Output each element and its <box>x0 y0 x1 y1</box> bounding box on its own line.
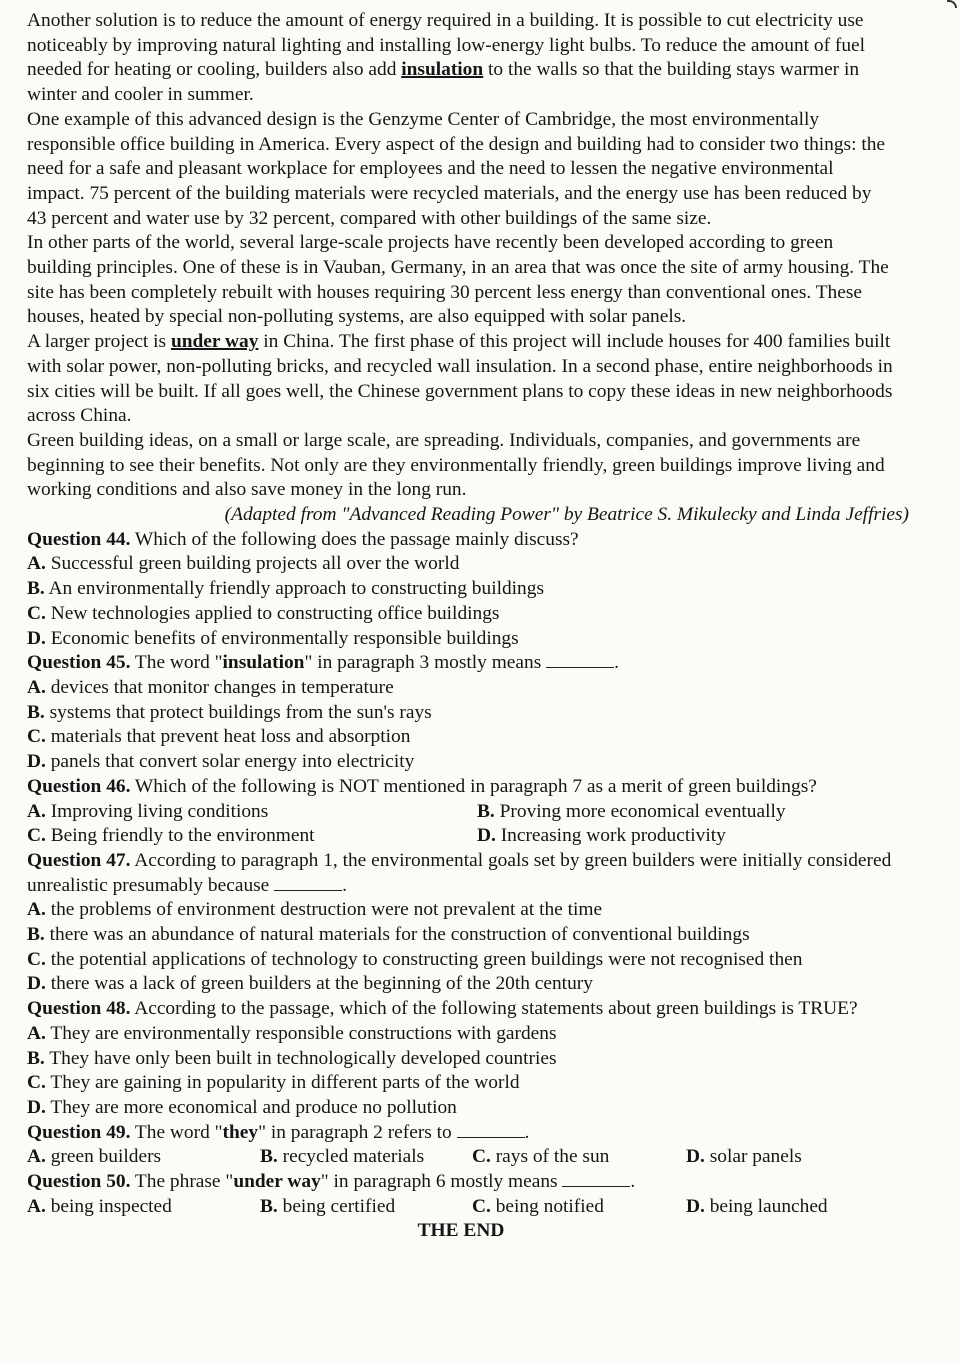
option-text: solar panels <box>704 1146 802 1168</box>
option-text: New technologies applied to constructing office buildings <box>45 602 500 624</box>
question-49-label: Question 49. <box>27 1121 131 1143</box>
option-letter: A. <box>27 676 46 698</box>
option-text: green builders <box>45 1146 162 1168</box>
option-letter: C. <box>27 825 46 847</box>
option-letter: D. <box>27 627 46 649</box>
question-44-label: Question 44. <box>27 528 131 550</box>
question-45: Question 45. The word "insulation" in paragraph 3 mostly means . <box>27 652 619 674</box>
option-letter: B. <box>27 701 45 723</box>
option-text: materials that prevent heat loss and absorption <box>45 726 411 748</box>
option-text: the problems of environment destruction were not prevalent at the time <box>45 899 603 921</box>
option-letter: A. <box>27 800 46 822</box>
question-48-option-a[interactable] <box>27 1022 895 1047</box>
question-49-options-row <box>27 1145 895 1170</box>
option-text: being certified <box>277 1195 396 1217</box>
option-letter: B. <box>477 800 495 822</box>
question-50-option-b[interactable] <box>260 1195 472 1220</box>
question-47-label: Question 47. <box>27 849 131 871</box>
option-text: Improving living conditions <box>45 800 269 822</box>
paragraph-1-text-a: Another solution is to reduce the amount of energy required in a building. It is possible to cut electricity use noticeably by improving natural lighting and installing low-energy light bulbs. To reduce the amount of fuel needed for heating or cooling, builders also add <box>27 10 866 81</box>
paragraph-4-text-a: A larger project is <box>27 331 171 353</box>
option-letter: D. <box>27 973 46 995</box>
option-letter: C. <box>27 948 46 970</box>
option-letter: A. <box>27 899 46 921</box>
end-label: THE END <box>417 1220 505 1242</box>
question-47-option-b[interactable] <box>27 923 895 948</box>
question-49-word: they <box>222 1121 259 1143</box>
question-49-text-a: The word " <box>130 1121 223 1143</box>
option-text: being notified <box>490 1195 604 1217</box>
question-46-text: Which of the following is NOT mentioned in paragraph 7 as a merit of green buildings? <box>130 775 817 797</box>
question-46-option-b[interactable] <box>477 800 786 825</box>
question-47-option-c[interactable] <box>27 948 895 973</box>
page-corner-mark <box>947 0 957 8</box>
option-text: recycled materials <box>277 1146 425 1168</box>
question-44-option-a[interactable] <box>27 552 895 577</box>
question-47: Question 47. According to paragraph 1, the environmental goals set by green builders were initially considered unrealistic presumably because . <box>27 849 892 896</box>
question-45-option-a[interactable] <box>27 676 895 701</box>
question-45-label: Question 45. <box>27 652 131 674</box>
option-text: there was an abundance of natural materials for the construction of conventional buildings <box>44 924 750 946</box>
option-text: They are more economical and produce no pollution <box>45 1096 457 1118</box>
option-text: Economic benefits of environmentally responsible buildings <box>45 627 519 649</box>
question-46-option-c[interactable] <box>27 824 477 849</box>
option-text: They are environmentally responsible constructions with gardens <box>45 1022 557 1044</box>
option-letter: B. <box>27 1047 45 1069</box>
paragraph-3: In other parts of the world, several large-scale projects have recently been developed according to green building principles. One of these is in Vauban, Germany, in an area that was once the site of army housing. The site has been completely rebuilt with houses requiring 30 percent less energy than conventional ones. These houses, heated by special non-polluting systems, are also equipped with solar panels. <box>27 232 889 328</box>
question-50-options-row <box>27 1195 895 1220</box>
option-letter: D. <box>27 751 46 773</box>
question-50-label: Question 50. <box>27 1171 131 1193</box>
option-letter: D. <box>27 1096 46 1118</box>
option-text: the potential applications of technology to constructing green buildings were not recognised then <box>45 948 803 970</box>
question-49-text-b: " in paragraph 2 refers to <box>258 1121 457 1143</box>
question-45-text-b: " in paragraph 3 mostly means <box>304 652 547 674</box>
paragraph-1 <box>27 9 895 108</box>
option-letter: B. <box>260 1195 278 1217</box>
question-46-options-row-1 <box>27 800 895 825</box>
answer-blank <box>274 874 342 891</box>
option-letter: C. <box>27 602 46 624</box>
question-49-option-d[interactable] <box>686 1145 802 1170</box>
option-letter: D. <box>477 825 496 847</box>
question-48-text: According to the passage, which of the following statements about green buildings is TRUE? <box>130 998 858 1020</box>
option-text: Being friendly to the environment <box>45 825 315 847</box>
question-44 <box>27 528 895 553</box>
question-50-option-c[interactable] <box>472 1195 686 1220</box>
question-45-word: insulation <box>222 652 305 674</box>
question-48-label: Question 48. <box>27 998 131 1020</box>
option-text: They have only been built in technologically developed countries <box>44 1047 557 1069</box>
question-46-options-row-2 <box>27 824 895 849</box>
option-text: rays of the sun <box>490 1146 610 1168</box>
question-47-option-a[interactable] <box>27 898 895 923</box>
question-50-option-d[interactable] <box>686 1195 828 1220</box>
option-letter: B. <box>260 1146 278 1168</box>
question-49-option-c[interactable] <box>472 1145 686 1170</box>
question-46 <box>27 775 895 800</box>
question-48-option-c[interactable] <box>27 1071 895 1096</box>
question-49: Question 49. The word "they" in paragraph 2 refers to . <box>27 1121 530 1143</box>
option-text: being launched <box>704 1195 828 1217</box>
attribution: (Adapted from "Advanced Reading Power" by Beatrice S. Mikulecky and Linda Jeffries) <box>224 504 909 526</box>
option-text: Increasing work productivity <box>495 825 726 847</box>
question-44-option-b[interactable] <box>27 577 895 602</box>
question-49-option-a[interactable] <box>27 1145 260 1170</box>
option-letter: D. <box>686 1146 705 1168</box>
question-50-option-a[interactable] <box>27 1195 260 1220</box>
paragraph-4 <box>27 330 895 429</box>
option-text: there was a lack of green builders at the beginning of the 20th century <box>45 973 593 995</box>
question-48-option-b[interactable] <box>27 1047 895 1072</box>
option-letter: A. <box>27 1146 46 1168</box>
question-44-option-c[interactable] <box>27 602 895 627</box>
option-letter: B. <box>27 578 45 600</box>
question-47-text: According to paragraph 1, the environmental goals set by green builders were initially considered unrealistic presumably because <box>27 849 892 896</box>
option-letter: D. <box>686 1195 705 1217</box>
paragraph-1-text-b: to the walls so that the building stays warmer in winter and cooler in summer. <box>27 59 860 106</box>
answer-blank <box>562 1170 630 1187</box>
question-48-option-d[interactable] <box>27 1096 895 1121</box>
answer-blank <box>457 1121 525 1138</box>
option-text: systems that protect buildings from the sun's rays <box>44 701 432 723</box>
option-letter: A. <box>27 1022 46 1044</box>
option-text: An environmentally friendly approach to constructing buildings <box>44 578 544 600</box>
question-50-text-b: " in paragraph 6 mostly means <box>320 1171 563 1193</box>
option-text: Successful green building projects all over the world <box>45 553 460 575</box>
paragraph-4-text-b: in China. The first phase of this project will include houses for 400 families built with solar power, non-polluting bricks, and recycled wall insulation. In a second phase, entire neighborhoods in six cities will be built. If all goes well, the Chinese government plans to copy these ideas in new neighborhoods across China. <box>27 331 893 427</box>
question-50-word: under way <box>233 1171 321 1193</box>
option-text: devices that monitor changes in temperature <box>45 676 394 698</box>
question-46-label: Question 46. <box>27 775 131 797</box>
option-letter: C. <box>472 1146 491 1168</box>
question-45-option-d[interactable] <box>27 750 895 775</box>
question-49-option-b[interactable] <box>260 1145 472 1170</box>
keyword-under-way: under way <box>170 331 259 353</box>
question-48 <box>27 997 895 1022</box>
option-letter: A. <box>27 553 46 575</box>
question-45-text-a: The word " <box>130 652 223 674</box>
question-46-option-a[interactable] <box>27 800 477 825</box>
question-44-text: Which of the following does the passage mainly discuss? <box>130 528 579 550</box>
option-letter: C. <box>27 726 46 748</box>
option-letter: C. <box>27 1072 46 1094</box>
question-47-option-d[interactable] <box>27 972 895 997</box>
exam-page <box>27 9 909 1264</box>
option-letter: C. <box>472 1195 491 1217</box>
paragraph-2: One example of this advanced design is the Genzyme Center of Cambridge, the most environmentally responsible office building in America. Every aspect of the design and building had to consider two things: the need for a safe and pleasant workplace for employees and the need to lessen the negative environmental impact. 75 percent of the building materials were recycled materials, and the energy use has been reduced by 43 percent and water use by 32 percent, compared with other buildings of the same size. <box>27 108 886 229</box>
option-text: panels that convert solar energy into electricity <box>45 751 415 773</box>
question-45-option-c[interactable] <box>27 725 895 750</box>
question-50: Question 50. The phrase "under way" in paragraph 6 mostly means . <box>27 1171 636 1193</box>
question-45-option-b[interactable] <box>27 701 895 726</box>
paragraph-5: Green building ideas, on a small or large scale, are spreading. Individuals, companies, and governments are beginning to see their benefits. Not only are they environmentally friendly, green buildings improve living and working conditions and also save money in the long run. <box>27 429 885 501</box>
option-text: being inspected <box>45 1195 172 1217</box>
keyword-insulation: insulation <box>401 59 484 81</box>
question-50-text-a: The phrase " <box>130 1171 234 1193</box>
question-44-option-d[interactable] <box>27 627 895 652</box>
option-letter: A. <box>27 1195 46 1217</box>
answer-blank <box>546 651 614 668</box>
question-46-option-d[interactable] <box>477 824 726 849</box>
option-text: They are gaining in popularity in different parts of the world <box>45 1072 520 1094</box>
option-letter: B. <box>27 924 45 946</box>
option-text: Proving more economical eventually <box>494 800 786 822</box>
